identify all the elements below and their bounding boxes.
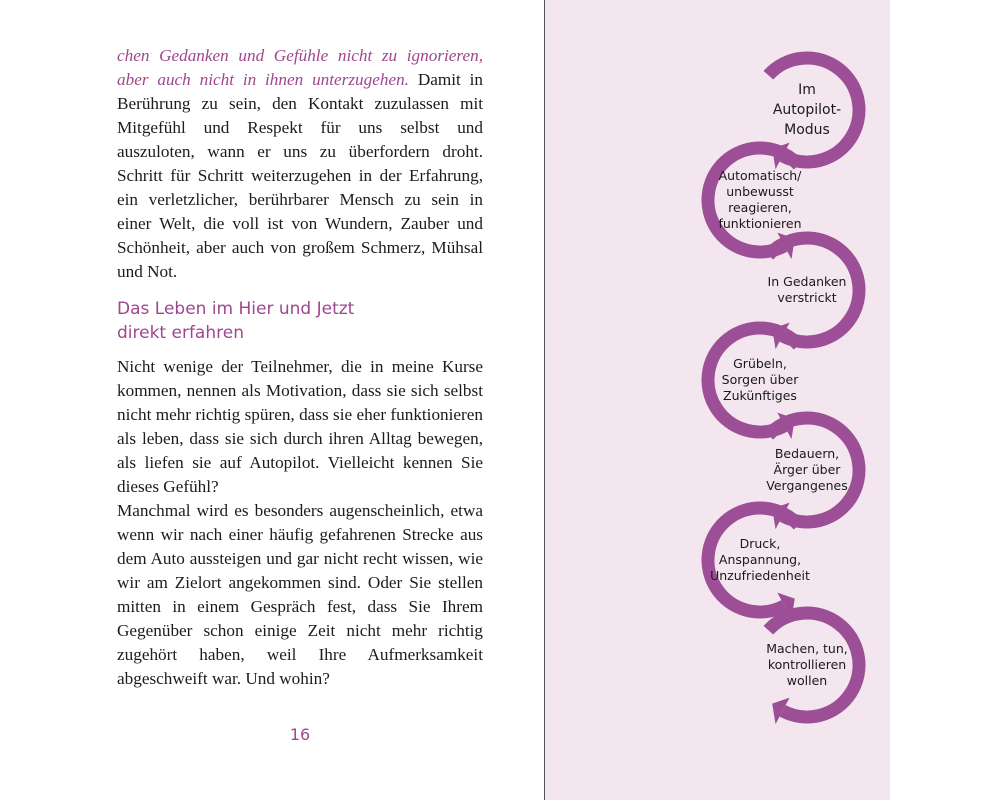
cycle-step-line: Vergangenes <box>766 478 848 493</box>
paragraph-body <box>117 355 483 691</box>
cycle-step-line: Druck, <box>739 536 781 551</box>
section-heading <box>117 297 483 345</box>
cycle-step-label <box>752 80 862 140</box>
cycle-step-line: wollen <box>786 673 828 688</box>
cycle-step-label <box>752 641 862 689</box>
paragraph-examples: Manchmal wird es besonders augenscheinlich, etwa wenn wir nach einer häufig gefahrenen Strecke aus dem Auto aussteigen und gar nicht recht wissen, wie wir am Zielort angekommen sind. Oder Sie stellen mitten in einem Gespräch fest, dass Sie Ihrem Gegenüber schon einige Zeit nicht mehr richtig zugehört haben, weil Ihre Aufmerksamkeit abgeschweift war. Und wohin? <box>117 501 483 688</box>
cycle-step-line: Grübeln, <box>733 356 787 371</box>
cycle-step-label <box>705 356 815 404</box>
page-number: 16 <box>289 725 311 744</box>
cycle-step-line: Machen, tun, <box>766 641 848 656</box>
cycle-step-line: reagieren, <box>728 200 792 215</box>
cycle-step-label <box>752 274 862 306</box>
cycle-step-line: Sorgen über <box>721 372 799 387</box>
cycle-step-line: Bedauern, <box>774 446 840 461</box>
paragraph-intro <box>117 44 483 284</box>
cycle-step-label <box>705 168 815 232</box>
cycle-step-line: In Gedanken <box>767 274 847 289</box>
cycle-step-line: Ärger über <box>773 462 841 477</box>
cycle-step-label <box>752 446 862 494</box>
cycle-step-line: Automatisch/ <box>718 168 802 183</box>
diagram-panel <box>545 0 890 800</box>
cycle-step-line: Im <box>798 82 816 98</box>
cycle-step-line: verstrickt <box>777 290 837 305</box>
heading-line-2: direkt erfahren <box>117 323 244 343</box>
paragraph-text: Damit in Berührung zu sein, den Kontakt zuzulassen mit Mitgefühl und Respekt für uns selbst und auszuloten, wann er uns zu überfordern droht. Schritt für Schritt weiterzugehen in der Erfahrung, ein verletzlicher, berührbarer Mensch zu sein in einer Welt, die voll ist von Wundern, Zauber und Schönheit, aber auch von großem Schmerz, Mühsal und Not. <box>117 70 483 281</box>
cycle-step-line: unbewusst <box>726 184 794 199</box>
cycle-step-line: Autopilot- <box>772 102 842 118</box>
cycle-step-line: Zukünftiges <box>723 388 797 403</box>
right-page <box>545 0 1000 800</box>
cycle-step-label <box>705 536 815 584</box>
cycle-step-line: Anspannung, <box>718 552 802 567</box>
paragraph-motivation: Nicht wenige der Teilnehmer, die in meine Kurse kommen, nennen als Motivation, dass sie sich selbst nicht mehr richtig spüren, dass sie eher funktionieren als leben, dass sie sich durch ihren Alltag bewegen, als liefen sie auf Autopilot. Vielleicht kennen Sie dieses Gefühl? <box>117 357 483 496</box>
cycle-step-line: Unzufriedenheit <box>710 568 810 583</box>
cycle-step-line: funktionieren <box>718 216 802 231</box>
cycle-step-line: Modus <box>784 122 830 138</box>
emphasized-text: chen Gedanken und Gefühle nicht zu ignorieren, aber auch nicht in ihnen unterzugehen. <box>117 46 483 89</box>
heading-line-1: Das Leben im Hier und Jetzt <box>117 299 355 319</box>
cycle-step-line: kontrollieren <box>767 657 847 672</box>
